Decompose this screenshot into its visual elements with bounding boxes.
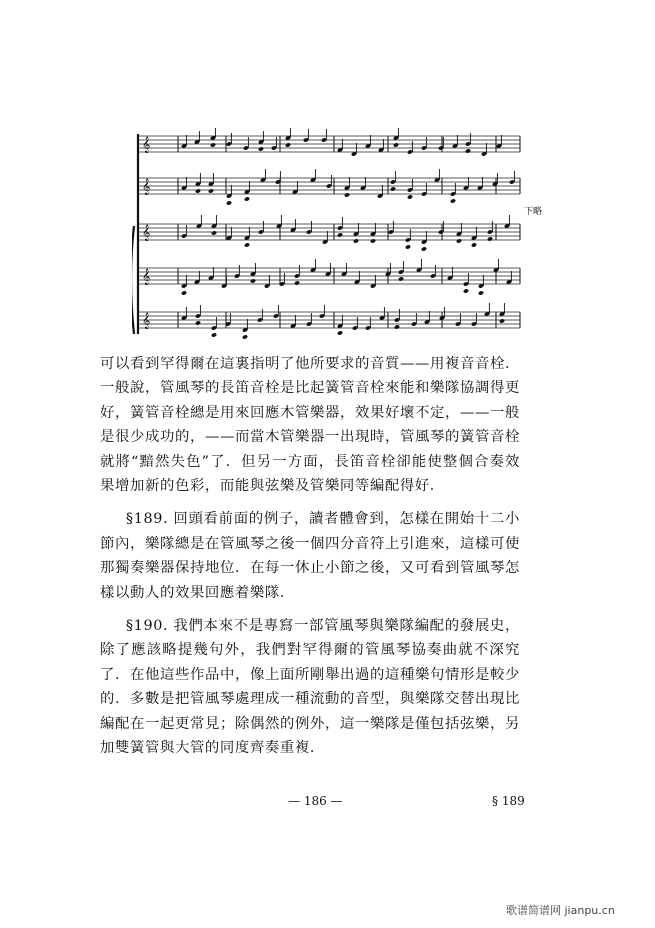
note-heads [181,128,515,340]
paragraph-section-189: §189. 回頭看前面的例子，讀者體會到，怎樣在開始十二小節內，樂隊總是在管風琴之後一個四分音符上引進來，這樣可使那獨奏樂器保持地位．在每一休止小節之後，又可看到管風琴怎樣以動人的效果回應着樂隊． [100,511,520,601]
svg-text:𝄞: 𝄞 [142,313,151,329]
page-number: — 186 — [288,794,343,808]
body-text [100,352,520,770]
music-score [132,128,524,340]
page-footer [0,794,655,814]
svg-text:𝄞: 𝄞 [142,225,151,241]
watermark: 歌谱简谱网 jianpu.cn [506,904,615,917]
paragraph-1: 可以看到罕得爾在這裏指明了他所要求的音質——用複音音栓．一般說，管風琴的長笛音栓是比起簧管音栓來能和樂隊協調得更好，簧管音栓總是用來回應木管樂器，效果好壞不定，——一般是很少成功的，——而當木管樂器一出現時，管風琴的簧管音栓就將“黯然失色”了．但另一方面，長笛音栓卻能使整個合奏效果增加新的色彩，而能與弦樂及管樂同等編配得好． [100,356,520,495]
music-score-image [132,128,524,340]
staff-lines [138,136,520,329]
section-reference: § 189 [492,794,525,808]
svg-text:𝄞: 𝄞 [142,137,151,153]
svg-text:𝄞: 𝄞 [142,179,151,195]
svg-text:𝄞: 𝄞 [142,269,151,285]
score-annotation: 下略 [524,207,543,217]
paragraph-section-190: §190. 我們本來不是專寫一部管風琴與樂隊編配的發展史，除了應該略提幾句外，我們對罕得爾的管風琴協奏曲就不深究了．在他這些作品中，像上面所剛舉出過的這種樂句情形是較少的．多數是把管風琴處理成一種流動的音型，與樂隊交替出現比編配在一起更常見；除偶然的例外，這一樂隊是僅包括弦樂，另加雙簧管與大管的同度齊奏重複． [100,618,520,757]
